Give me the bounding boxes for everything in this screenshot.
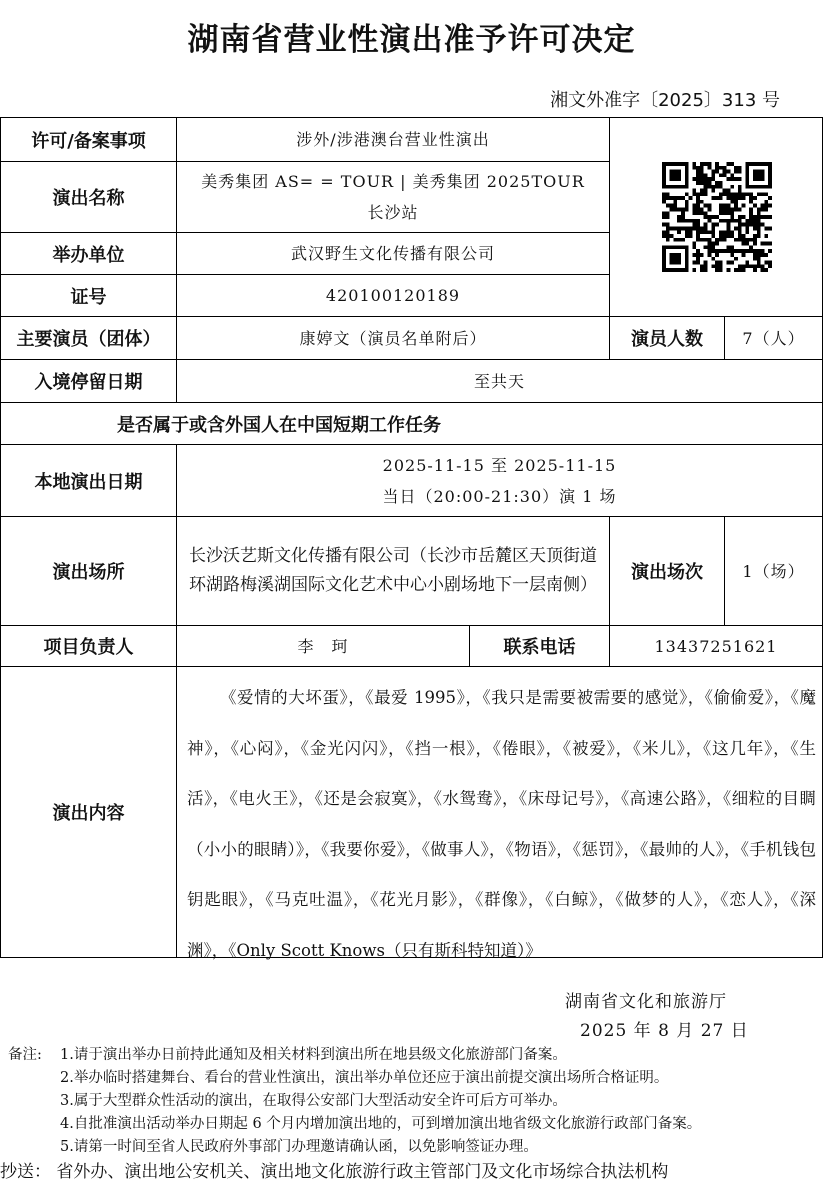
notes [8,1044,701,1159]
document-title: 湖南省营业性演出准予许可决定 [187,22,636,58]
note-1: 1.请于演出举办日前持此通知及相关材料到演出所在地县级文化旅游部门备案。 [60,1047,567,1063]
organizer-label: 举办单位 [0,232,177,275]
main-performers-value: 康婷文（演员名单附后） [176,316,610,360]
sessions-label: 演出场次 [609,516,725,626]
foreign-work-question: 是否属于或含外国人在中国短期工作任务 [0,402,823,445]
venue-value: 长沙沃艺斯文化传播有限公司（长沙市岳麓区天顶街道环湖路梅溪湖国际文化艺术中心小剧场地下一层南侧） [176,516,610,626]
main-performers-label: 主要演员（团体） [0,316,177,360]
permit-item-value: 涉外/涉港澳台营业性演出 [176,117,610,162]
venue-label: 演出场所 [0,516,177,626]
performer-count-value: 7（人） [724,316,823,360]
issuer: 湖南省文化和旅游厅 [565,992,727,1012]
content-value [176,666,823,958]
note-4: 4.自批准演出活动举办日期起 6 个月内增加演出地的，可到增加演出地省级文化旅游行政部门备案。 [60,1116,702,1132]
manager-label: 项目负责人 [0,625,177,667]
content-label: 演出内容 [0,666,177,958]
cert-no-value: 420100120189 [176,274,610,317]
entry-stay-label: 入境停留日期 [0,359,177,403]
phone-label: 联系电话 [469,625,610,667]
notes-prefix: 备注: [8,1047,42,1063]
performer-count-label: 演员人数 [609,316,725,360]
cert-no-label: 证号 [0,274,177,317]
show-name-value: 美秀集团 AS= = TOUR | 美秀集团 2025TOUR 长沙站 [176,161,610,233]
permit-item-label: 许可/备案事项 [0,117,177,162]
phone-value: 13437251621 [609,625,823,667]
document-number: 湘文外准字〔2025〕313 号 [550,90,780,111]
show-name-label: 演出名称 [0,161,177,233]
local-dates-label: 本地演出日期 [0,444,177,517]
qr-code-icon [662,162,772,272]
note-2: 2.举办临时搭建舞台、看台的营业性演出，演出举办单位还应于演出前提交演出场所合格证明。 [60,1070,669,1086]
entry-stay-value: 至共天 [176,359,823,403]
issue-date: 2025 年 8 月 27 日 [580,1021,749,1041]
local-dates-line1: 2025-11-15 至 2025-11-15 [382,455,617,475]
organizer-value: 武汉野生文化传播有限公司 [176,232,610,275]
sessions-value: 1（场） [724,516,823,626]
manager-value: 李 珂 [176,625,470,667]
note-5: 5.请第一时间至省人民政府外事部门办理邀请确认函，以免影响签证办理。 [60,1139,538,1155]
local-dates-value [176,444,823,517]
local-dates-line2: 当日（20:00-21:30）演 1 场 [382,486,617,506]
song-list: 《爱情的大坏蛋》，《最爱 1995》，《我只是需要被需要的感觉》，《偷偷爱》，《魔神》，《心闷》，《金光闪闪》，《挡一根》，《倦眼》，《被爱》，《米儿》，《这几年》，《生活》，《电火王》，《还是会寂寞》，《水鸳鸯》，《床母记号》，《高速公路》，《细粒的目睭（小小的眼睛）》，《我要你爱》，《做事人》，《物语》，《惩罚》，《最帅的人》，《手机钱包钥匙眼》，《马克吐温》，《花光月影》，《群像》，《白鲸》，《做梦的人》，《恋人》，《深渊》，《Only Scott Knows（只有斯科特知道）》 [187,688,816,960]
cc-line: 抄送： 省外办、演出地公安机关、演出地文化旅游行政主管部门及文化市场综合执法机构 [0,1162,669,1182]
note-3: 3.属于大型群众性活动的演出，在取得公安部门大型活动安全许可后方可举办。 [60,1093,567,1109]
